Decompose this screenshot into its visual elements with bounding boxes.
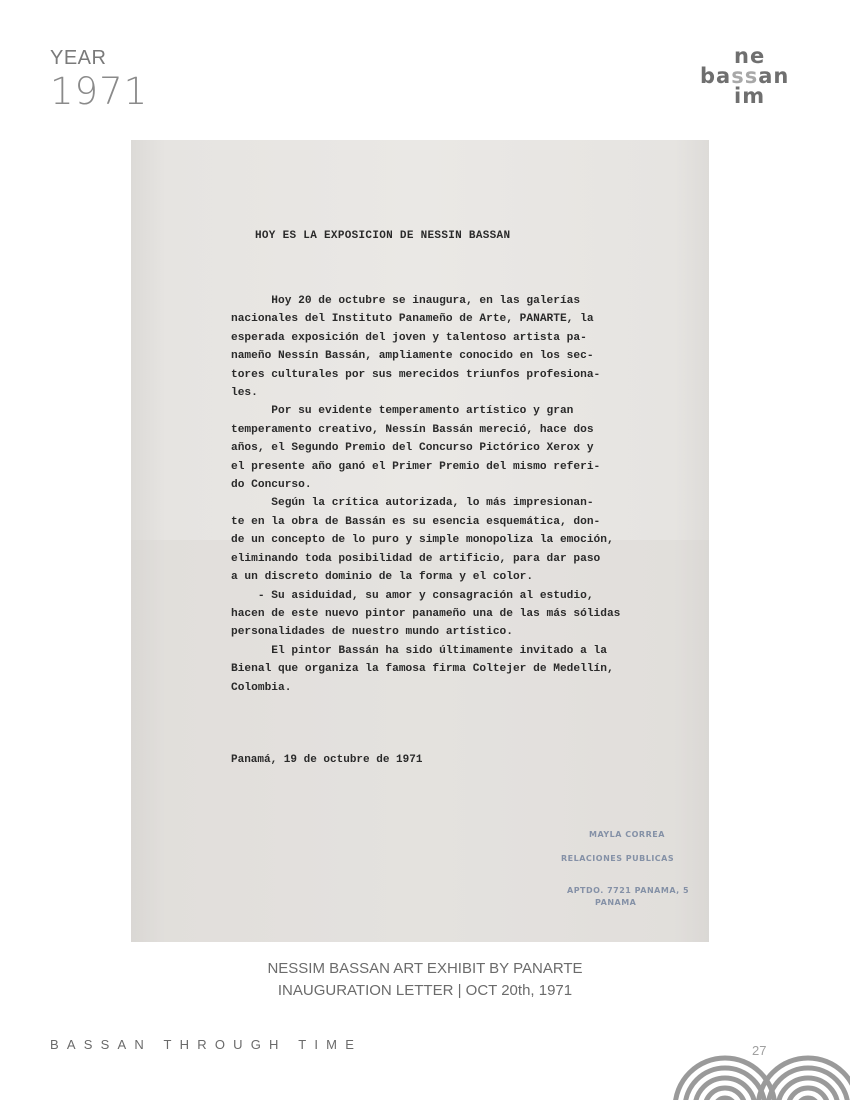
scanned-letter: [131, 140, 709, 942]
year-label: YEAR: [50, 47, 107, 69]
letter-line: nacionales del Instituto Panameño de Arte, PANARTE, la: [231, 313, 594, 326]
stamp-country: PANAMA: [595, 898, 637, 907]
page-number: 27: [752, 1043, 767, 1058]
logo-line-1: ne: [734, 44, 766, 68]
caption-line-1: NESSIM BASSAN ART EXHIBIT BY PANARTE: [267, 960, 583, 977]
year-value: 1971: [50, 70, 149, 113]
footer-title: BASSAN THROUGH TIME: [50, 1037, 363, 1052]
stamp: [561, 830, 691, 920]
letter-line: Hoy 20 de octubre se inaugura, en las galerías: [231, 295, 581, 307]
letter-line: de un concepto de lo puro y simple monopoliza la emoción,: [231, 534, 614, 547]
logo-line-2-b: ss: [731, 64, 759, 88]
letter-line: el presente año ganó el Primer Premio del mismo referi-: [231, 460, 601, 473]
letter-title: HOY ES LA EXPOSICION DE NESSIN BASSAN: [255, 230, 511, 242]
letter-line: nameño Nessín Bassán, ampliamente conocido en los sec-: [231, 350, 594, 363]
letter-line: El pintor Bassán ha sido últimamente invitado a la: [231, 644, 607, 657]
letter-line: a un discreto dominio de la forma y el color.: [231, 571, 534, 584]
logo-line-2-c: an: [758, 64, 790, 88]
logo-line-2-a: ba: [700, 64, 732, 88]
letter-line: Según la crítica autorizada, lo más impresionan-: [231, 497, 594, 510]
letter-line: esperada exposición del joven y talentoso artista pa-: [231, 331, 587, 344]
logo-line-2: [700, 66, 789, 86]
letter-line: Colombia.: [231, 681, 292, 694]
letter-line: - Su asiduidad, su amor y consagración al estudio,: [231, 589, 594, 602]
letter-body: [231, 292, 671, 697]
letter-line: te en la obra de Bassán es su esencia esquemática, don-: [231, 515, 601, 528]
letter-line: les.: [231, 387, 258, 400]
stamp-name: MAYLA CORREA: [589, 830, 665, 839]
letter-line: tores culturales por sus merecidos triunfos profesiona-: [231, 368, 601, 381]
letter-line: personalidades de nuestro mundo artístico.: [231, 626, 513, 639]
letter-line: Por su evidente temperamento artístico y gran: [231, 405, 574, 418]
stamp-role: RELACIONES PUBLICAS: [561, 854, 675, 863]
letter-line: temperamento creativo, Nessín Bassán mereció, hace dos: [231, 423, 594, 436]
letter-line: do Concurso.: [231, 479, 312, 492]
letter-date: Panamá, 19 de octubre de 1971: [231, 754, 423, 766]
letter-line: hacen de este nuevo pintor panameño una de las más sólidas: [231, 607, 621, 620]
letter-line: eliminando toda posibilidad de artificio, para dar paso: [231, 552, 601, 565]
logo-line-3: im: [734, 84, 766, 108]
letter-line: Bienal que organiza la famosa firma Coltejer de Medellín,: [231, 663, 614, 676]
bassan-logo: [690, 44, 810, 114]
concentric-arcs-icon: [670, 1050, 850, 1100]
stamp-address: APTDO. 7721 PANAMA, 5: [567, 886, 690, 895]
letter-line: años, el Segundo Premio del Concurso Pictórico Xerox y: [231, 442, 594, 455]
caption-line-2: INAUGURATION LETTER | OCT 20th, 1971: [277, 982, 573, 999]
letter-document: [131, 140, 709, 942]
